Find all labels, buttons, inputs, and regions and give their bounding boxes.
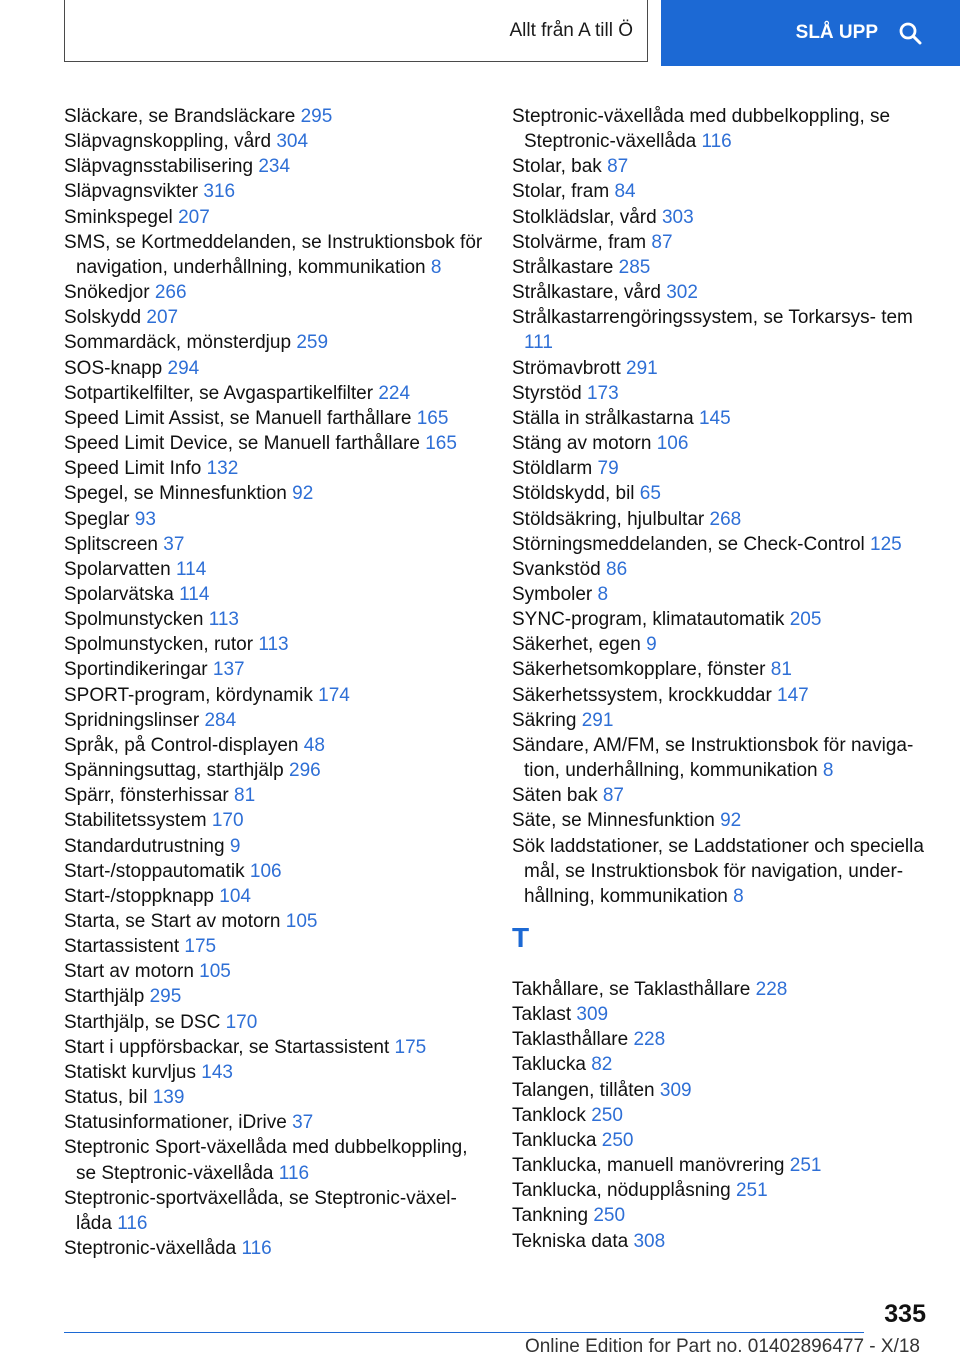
index-entry-text: Sök laddstationer, se Laddstationer och speciella mål, se Instruktionsbok för navigation, under- hållning, kommunikation xyxy=(512,835,924,907)
index-entry xyxy=(512,230,932,255)
index-page-link[interactable]: 84 xyxy=(614,181,636,203)
index-page-link[interactable]: 304 xyxy=(276,131,309,153)
index-page-link[interactable]: 284 xyxy=(204,709,237,731)
index-entry-text: Sändare, AM/FM, se Instruktionsbok för naviga- tion, underhållning, kommunikation xyxy=(512,734,914,782)
index-entry xyxy=(512,104,932,154)
index-page-link[interactable]: 87 xyxy=(602,785,624,807)
index-page-link[interactable]: 105 xyxy=(285,911,318,932)
index-page-link[interactable]: 165 xyxy=(425,433,457,455)
az-index-label: Allt från A till Ö xyxy=(509,19,633,41)
index-entry xyxy=(512,1002,932,1027)
index-entry xyxy=(64,179,484,204)
index-entry-text: Säte, se Minnesfunktion xyxy=(512,810,715,832)
section-letter-heading: T xyxy=(512,922,530,953)
index-page-link[interactable]: 143 xyxy=(201,1061,233,1083)
search-tab[interactable] xyxy=(661,0,960,66)
index-entry-text: Tankning xyxy=(512,1205,589,1227)
index-entry-text: Säkerhet, egen xyxy=(512,634,641,656)
index-entry xyxy=(64,154,484,179)
index-entry xyxy=(512,834,932,909)
index-page-link[interactable]: 295 xyxy=(149,986,182,1008)
index-entry xyxy=(64,808,484,833)
footer-edition-text: Online Edition for Part no. 01402896477 - X/18 xyxy=(524,1336,920,1357)
index-entry xyxy=(512,1153,932,1178)
index-entry xyxy=(64,381,484,406)
index-entry xyxy=(512,532,932,557)
index-entry-text: Tanklucka xyxy=(512,1129,597,1151)
index-entry xyxy=(64,532,484,557)
page-number: 335 xyxy=(884,1300,926,1328)
index-entry xyxy=(64,1085,484,1110)
index-page-link[interactable]: 87 xyxy=(651,231,673,253)
index-entry xyxy=(64,708,484,733)
index-entry xyxy=(64,280,484,305)
index-entry-text: Säkerhetssystem, krockkuddar xyxy=(512,684,772,706)
index-entry-text: Svankstöd xyxy=(512,558,601,580)
index-entry-text: Speed Limit Assist, se Manuell farthållare xyxy=(64,407,412,429)
index-entry-text: Ställa in strålkastarna xyxy=(512,407,694,429)
index-entry-text: Stöldsäkring, hjulbultar xyxy=(512,508,705,530)
index-entry-text: Starthjälp xyxy=(64,986,145,1008)
index-page-link[interactable]: 82 xyxy=(591,1054,613,1076)
index-page-link[interactable]: 251 xyxy=(735,1180,768,1202)
index-entry xyxy=(512,280,932,305)
index-page-link[interactable]: 105 xyxy=(199,961,231,983)
index-entry xyxy=(64,859,484,884)
index-entry-text: Startassistent xyxy=(64,936,180,958)
index-entry xyxy=(512,632,932,657)
index-page-link[interactable]: 9 xyxy=(229,835,241,857)
index-entry-text: Tekniska data xyxy=(512,1230,629,1252)
index-entry-text: Stolvärme, fram xyxy=(512,231,647,253)
index-page-link[interactable]: 234 xyxy=(258,156,291,178)
index-entry-text: Strömavbrott xyxy=(512,357,621,379)
index-entry-text: Släpvagnskoppling, vård xyxy=(64,131,272,153)
index-entry-text: Status, bil xyxy=(64,1087,148,1109)
index-entry-text: Sminkspegel xyxy=(64,206,173,228)
index-page-link[interactable]: 285 xyxy=(618,256,651,278)
index-page-link[interactable]: 250 xyxy=(601,1129,634,1151)
index-page-link[interactable]: 8 xyxy=(822,760,834,782)
index-entry xyxy=(64,330,484,355)
index-list-t xyxy=(512,977,932,1254)
index-entry xyxy=(512,179,932,204)
index-entry-text: Symboler xyxy=(512,583,593,605)
index-page-link[interactable]: 116 xyxy=(701,131,732,153)
index-entry xyxy=(64,758,484,783)
index-entry xyxy=(64,934,484,959)
index-page-link[interactable]: 207 xyxy=(146,307,179,329)
index-page-link[interactable]: 37 xyxy=(163,533,185,555)
index-page-link[interactable]: 8 xyxy=(733,885,744,907)
index-entry-text: Stolklädslar, vård xyxy=(512,206,657,228)
index-entry xyxy=(64,1035,484,1060)
index-entry xyxy=(512,557,932,582)
index-page-link[interactable]: 8 xyxy=(597,583,609,605)
index-entry-text: Steptronic-växellåda med dubbelkoppling, se Steptronic-växellåda xyxy=(512,106,891,153)
index-page-link[interactable]: 81 xyxy=(234,785,256,807)
index-entry-text: Stäng av motorn xyxy=(512,433,652,455)
index-entry xyxy=(64,1135,484,1185)
index-entry-text: Språk, på Control-displayen xyxy=(64,734,299,756)
index-entry-text: Spolmunstycken, rutor xyxy=(64,634,254,656)
index-page-link[interactable]: 316 xyxy=(203,181,236,203)
index-page-link[interactable]: 170 xyxy=(211,810,244,832)
index-entry-text: Stabilitetssystem xyxy=(64,810,207,832)
index-page-link[interactable]: 224 xyxy=(378,382,411,404)
index-column-right xyxy=(512,104,932,1254)
index-entry-text: Spolarvätska xyxy=(64,583,174,605)
index-entry xyxy=(64,557,484,582)
index-entry-text: Släpvagnsstabilisering xyxy=(64,156,254,178)
search-label: SLÅ UPP xyxy=(795,22,878,43)
index-page-link[interactable]: 250 xyxy=(593,1205,626,1227)
index-entry-text: Säkring xyxy=(512,709,577,731)
index-page-link[interactable]: 114 xyxy=(179,583,210,605)
index-entry-text: Statusinformationer, iDrive xyxy=(64,1112,287,1134)
index-entry xyxy=(64,104,484,129)
index-page-link[interactable]: 116 xyxy=(241,1238,272,1260)
index-page-link[interactable]: 139 xyxy=(152,1087,185,1109)
index-entry xyxy=(512,607,932,632)
index-entry xyxy=(64,406,484,431)
index-entry-text: Tanklucka, manuell manövrering xyxy=(512,1155,785,1177)
index-entry xyxy=(512,683,932,708)
index-page-link[interactable]: 291 xyxy=(626,357,658,379)
index-page-link[interactable]: 175 xyxy=(184,936,217,958)
index-entry xyxy=(512,507,932,532)
index-page-link[interactable]: 8 xyxy=(430,256,442,278)
index-page-link[interactable]: 132 xyxy=(206,458,239,480)
index-page-link[interactable]: 79 xyxy=(597,458,619,480)
index-entry-text: Strålkastare, vård xyxy=(512,282,661,304)
index-page-link[interactable]: 173 xyxy=(586,382,619,404)
index-entry-text: Speglar xyxy=(64,508,130,530)
index-page-link[interactable]: 308 xyxy=(633,1230,666,1252)
index-page-link[interactable]: 266 xyxy=(154,282,187,304)
search-icon xyxy=(898,21,922,45)
index-entry-text: Spolarvatten xyxy=(64,558,171,580)
index-entry xyxy=(64,1010,484,1035)
index-entry xyxy=(512,305,932,355)
index-page-link[interactable]: 251 xyxy=(789,1155,822,1177)
az-index-tab[interactable] xyxy=(64,0,648,62)
index-entry-text: SOS-knapp xyxy=(64,357,163,379)
index-entry-text: SPORT-program, kördynamik xyxy=(64,684,313,706)
index-entry-text: Starthjälp, se DSC xyxy=(64,1011,221,1033)
index-entry xyxy=(512,1078,932,1103)
index-entry-text: Stolar, bak xyxy=(512,156,602,178)
index-entry-text: Säten bak xyxy=(512,785,598,807)
index-page-link[interactable]: 309 xyxy=(659,1079,692,1101)
index-page-link[interactable]: 268 xyxy=(709,508,742,530)
index-entry-text: Spridningslinser xyxy=(64,709,200,731)
index-entry-text: Spärr, fönsterhissar xyxy=(64,785,229,807)
index-entry-text: Stöldskydd, bil xyxy=(512,483,635,505)
index-entry xyxy=(512,1052,932,1077)
index-entry-text: Taklasthållare xyxy=(512,1029,629,1051)
index-entry-text: Takhållare, se Taklasthållare xyxy=(512,979,751,1000)
index-entry xyxy=(64,909,484,934)
index-page-link[interactable]: 137 xyxy=(212,659,245,681)
index-page-link[interactable]: 207 xyxy=(178,206,210,228)
index-page-link[interactable]: 294 xyxy=(167,357,200,379)
index-entry xyxy=(512,481,932,506)
index-entry xyxy=(512,381,932,406)
index-entry xyxy=(64,632,484,657)
index-page-link[interactable]: 296 xyxy=(289,760,321,782)
index-page-link[interactable]: 113 xyxy=(208,609,239,631)
index-entry xyxy=(64,1060,484,1085)
index-entry xyxy=(512,255,932,280)
index-page-link[interactable]: 147 xyxy=(777,684,809,706)
index-entry-text: Tanklock xyxy=(512,1104,586,1126)
index-entry xyxy=(64,733,484,758)
index-entry-text: Snökedjor xyxy=(64,282,150,304)
index-entry xyxy=(64,984,484,1009)
index-entry-text: Spolmunstycken xyxy=(64,609,204,631)
index-entry xyxy=(64,683,484,708)
index-entry xyxy=(64,507,484,532)
index-page-link[interactable]: 175 xyxy=(394,1036,427,1058)
index-entry-text: Sotpartikelfilter, se Avgaspartikelfilter xyxy=(64,382,374,404)
index-entry xyxy=(512,356,932,381)
index-entry-text: Sommardäck, mönsterdjup xyxy=(64,332,292,354)
index-entry xyxy=(512,205,932,230)
index-entry-text: Taklucka xyxy=(512,1054,586,1076)
index-page-link[interactable]: 174 xyxy=(318,684,350,706)
index-page-link[interactable]: 228 xyxy=(755,979,788,1000)
index-entry xyxy=(64,456,484,481)
index-entry xyxy=(64,783,484,808)
index-entry-text: Släckare, se Brandsläckare xyxy=(64,106,296,127)
index-entry-text: Statiskt kurvljus xyxy=(64,1061,196,1083)
index-page-link[interactable]: 116 xyxy=(117,1212,148,1234)
index-entry xyxy=(64,959,484,984)
index-entry-text: Spegel, se Minnesfunktion xyxy=(64,483,287,505)
index-column-left xyxy=(64,104,484,1261)
index-entry-text: Start-/stoppautomatik xyxy=(64,860,245,882)
index-entry-text: Strålkastare xyxy=(512,256,614,278)
index-entry-text: SYNC-program, klimatautomatik xyxy=(512,609,785,631)
index-entry-text: Start-/stoppknapp xyxy=(64,885,214,907)
index-entry-text: Taklast xyxy=(512,1004,572,1026)
index-entry xyxy=(512,733,932,783)
index-entry-text: Speed Limit Device, se Manuell farthållare xyxy=(64,433,420,455)
index-entry xyxy=(512,154,932,179)
index-entry xyxy=(512,808,932,833)
index-entry-text: Start av motorn xyxy=(64,961,194,983)
index-entry-text: Tanklucka, nödupplåsning xyxy=(512,1180,731,1202)
index-page-link[interactable]: 303 xyxy=(661,206,694,228)
index-entry xyxy=(512,406,932,431)
index-entry xyxy=(512,1178,932,1203)
index-page-link[interactable]: 111 xyxy=(524,332,553,354)
index-page-link[interactable]: 81 xyxy=(770,659,792,681)
index-page-link[interactable]: 87 xyxy=(607,156,629,178)
index-page-link[interactable]: 302 xyxy=(666,282,698,304)
index-entry xyxy=(64,431,484,456)
index-entry xyxy=(512,708,932,733)
index-entry-text: Standardutrustning xyxy=(64,835,225,857)
index-entry xyxy=(512,1128,932,1153)
index-entry xyxy=(64,834,484,859)
index-entry-text: Talangen, tillåten xyxy=(512,1079,655,1101)
index-entry xyxy=(512,431,932,456)
index-entry xyxy=(64,582,484,607)
index-page-link[interactable]: 259 xyxy=(296,332,329,354)
index-page-link[interactable]: 170 xyxy=(225,1011,258,1033)
index-entry xyxy=(64,481,484,506)
index-page-link[interactable]: 104 xyxy=(219,885,251,907)
index-entry xyxy=(64,607,484,632)
index-entry xyxy=(512,1103,932,1128)
index-page-link[interactable]: 65 xyxy=(639,483,661,505)
index-entry-text: Start i uppförsbackar, se Startassistent xyxy=(64,1036,390,1058)
index-entry xyxy=(64,129,484,154)
index-entry xyxy=(64,205,484,230)
index-entry-text: Steptronic Sport-växellåda med dubbelkoppling, se Steptronic-växellåda xyxy=(64,1137,468,1184)
index-entry-text: Steptronic-sportväxellåda, se Steptronic-växel- låda xyxy=(64,1187,457,1234)
index-entry xyxy=(512,582,932,607)
index-page-link[interactable]: 37 xyxy=(292,1112,314,1134)
index-page-link[interactable]: 295 xyxy=(300,106,333,127)
top-navigation xyxy=(0,0,960,66)
index-page-link[interactable]: 205 xyxy=(789,609,822,631)
index-page-link[interactable]: 93 xyxy=(134,508,156,530)
index-entry xyxy=(512,1027,932,1052)
index-entry xyxy=(64,884,484,909)
index-page-link[interactable]: 145 xyxy=(698,407,731,429)
index-entry xyxy=(64,305,484,330)
index-entry xyxy=(512,1203,932,1228)
index-entry-text: Släpvagnsvikter xyxy=(64,181,199,203)
index-page-link[interactable]: 228 xyxy=(633,1029,666,1051)
index-entry-text: Splitscreen xyxy=(64,533,158,555)
index-page-link[interactable]: 116 xyxy=(278,1162,310,1184)
index-page-link[interactable]: 114 xyxy=(175,558,207,580)
index-page-link[interactable]: 92 xyxy=(292,483,314,505)
index-entry xyxy=(512,657,932,682)
index-entry xyxy=(512,783,932,808)
index-entry xyxy=(64,657,484,682)
footer-divider xyxy=(64,1332,864,1333)
index-page-link[interactable]: 106 xyxy=(656,433,689,455)
index-entry-text: Stolar, fram xyxy=(512,181,610,203)
index-entry xyxy=(64,1186,484,1236)
index-entry xyxy=(512,456,932,481)
index-page-link[interactable]: 250 xyxy=(591,1104,623,1126)
index-entry-text: SMS, se Kortmeddelanden, se Instruktionsbok för navigation, underhållning, kommunikation xyxy=(64,231,483,278)
index-entry xyxy=(64,230,484,280)
index-entry-text: Säkerhetsomkopplare, fönster xyxy=(512,659,766,681)
index-entry-text: Sportindikeringar xyxy=(64,659,208,681)
index-page-link[interactable]: 106 xyxy=(249,860,282,882)
index-entry-text: Speed Limit Info xyxy=(64,458,202,480)
index-entry-text: Störningsmeddelanden, se Check-Control xyxy=(512,533,865,555)
index-entry-text: Starta, se Start av motorn xyxy=(64,911,281,932)
index-entry xyxy=(64,1110,484,1135)
index-entry-text: Strålkastarrengöringssystem, se Torkarsys- tem xyxy=(512,307,913,329)
index-page-link[interactable]: 48 xyxy=(303,734,325,756)
index-page-link[interactable]: 86 xyxy=(606,558,628,580)
index-entry xyxy=(64,1236,484,1261)
index-page-link[interactable]: 291 xyxy=(581,709,614,731)
index-entry-text: Styrstöd xyxy=(512,382,582,404)
index-entry-text: Stöldlarm xyxy=(512,458,593,480)
index-entry xyxy=(64,356,484,381)
index-page-link[interactable]: 92 xyxy=(720,810,742,832)
index-page-link[interactable]: 309 xyxy=(576,1004,609,1026)
index-page-link[interactable]: 165 xyxy=(416,407,449,429)
index-page-link[interactable]: 9 xyxy=(646,634,657,656)
index-page-link[interactable]: 125 xyxy=(870,533,902,555)
index-entry-text: Solskydd xyxy=(64,307,142,329)
index-page-link[interactable]: 113 xyxy=(258,634,289,656)
index-entry xyxy=(512,977,932,1002)
index-entry xyxy=(512,1229,932,1254)
index-list-s-continued xyxy=(512,104,932,909)
index-entry-text: Spänningsuttag, starthjälp xyxy=(64,760,284,782)
index-entry-text: Steptronic-växellåda xyxy=(64,1238,237,1260)
